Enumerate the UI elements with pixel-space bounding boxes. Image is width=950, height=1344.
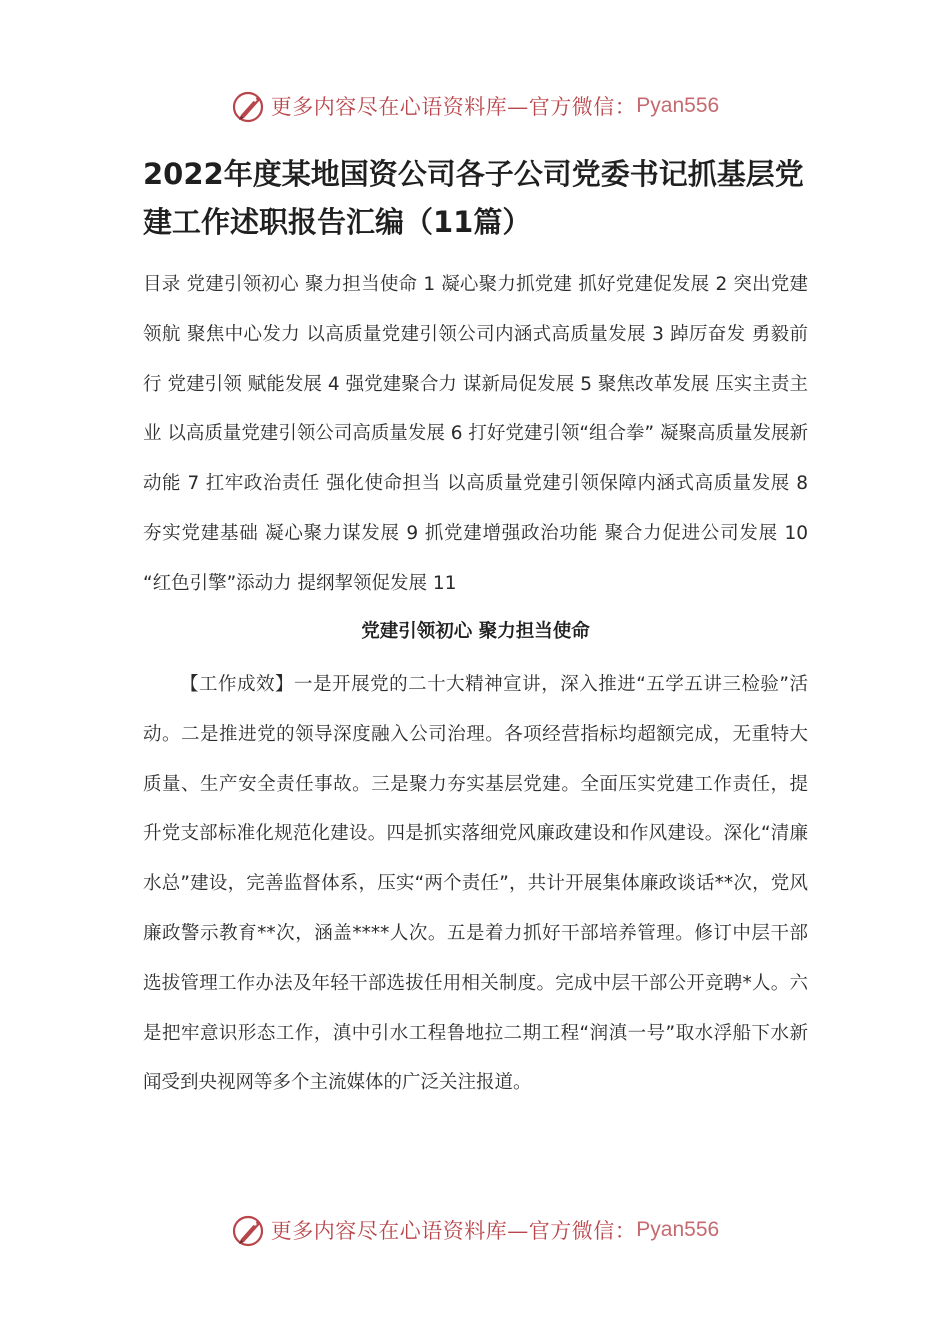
pen-nib-logo-icon xyxy=(231,88,267,124)
banner-wechat-id: Pyan556 xyxy=(636,1218,720,1241)
banner-text: 更多内容尽在心语资料库—官方微信： xyxy=(270,95,637,119)
body-paragraph: 【工作成效】一是开展党的二十大精神宣讲，深入推进“五学五讲三检验”活动。二是推进党的领导深度融入公司治理。各项经营指标均超额完成，无重特大质量、生产安全责任事故。三是聚力夯实基层党建。全面压实党建工作责任，提升党支部标准化规范化建设。四是抓实落细党风廉政建设和作风建设。深化“清廉水总”建设，完善监督体系，压实“两个责任”，共计开展集体廉政谈话**次，党风廉政警示教育**次，涵盖****人次。五是着力抓好干部培养管理。修订中层干部选拔管理工作办法及年轻干部选拔任用相关制度。完成中层干部公开竞聘*人。六是把牢意识形态工作，滇中引水工程鲁地拉二期工程“润滇一号”取水浮船下水新闻受到央视网等多个主流媒体的广泛关注报道。 xyxy=(143,674,808,1094)
footer-watermark-banner xyxy=(0,1210,950,1250)
table-of-contents: 目录 党建引领初心 聚力担当使命 1 凝心聚力抓党建 抓好党建促发展 2 突出党建领航 聚焦中心发力 以高质量党建引领公司内涵式高质量发展 3 踔厉奋发 勇毅前行 党建引领 赋能发展 4 强党建聚合力 谋新局促发展 5 聚焦改革发展 压实主责主业 以高质量党建引领公司高质量发展 6 打好党建引领“组合拳” 凝聚高质量发展新动能 7 扛牢政治责任 强化使命担当 以高质量党建引领保障内涵式高质量发展 8 夯实党建基础 凝心聚力谋发展 9 抓党建增强政治功能 聚合力促进公司发展 10 “红色引擎”添动力 提纲挈领促发展 11 xyxy=(143,274,808,594)
pen-nib-logo-icon xyxy=(231,1212,267,1248)
document-title: 2022年度某地国资公司各子公司党委书记抓基层党建工作述职报告汇编（11篇） xyxy=(143,157,804,239)
banner-wechat-id: Pyan556 xyxy=(636,94,720,117)
section-heading: 党建引领初心 聚力担当使命 xyxy=(361,621,590,642)
header-watermark-banner xyxy=(0,86,950,126)
banner-text: 更多内容尽在心语资料库—官方微信： xyxy=(270,1219,637,1243)
